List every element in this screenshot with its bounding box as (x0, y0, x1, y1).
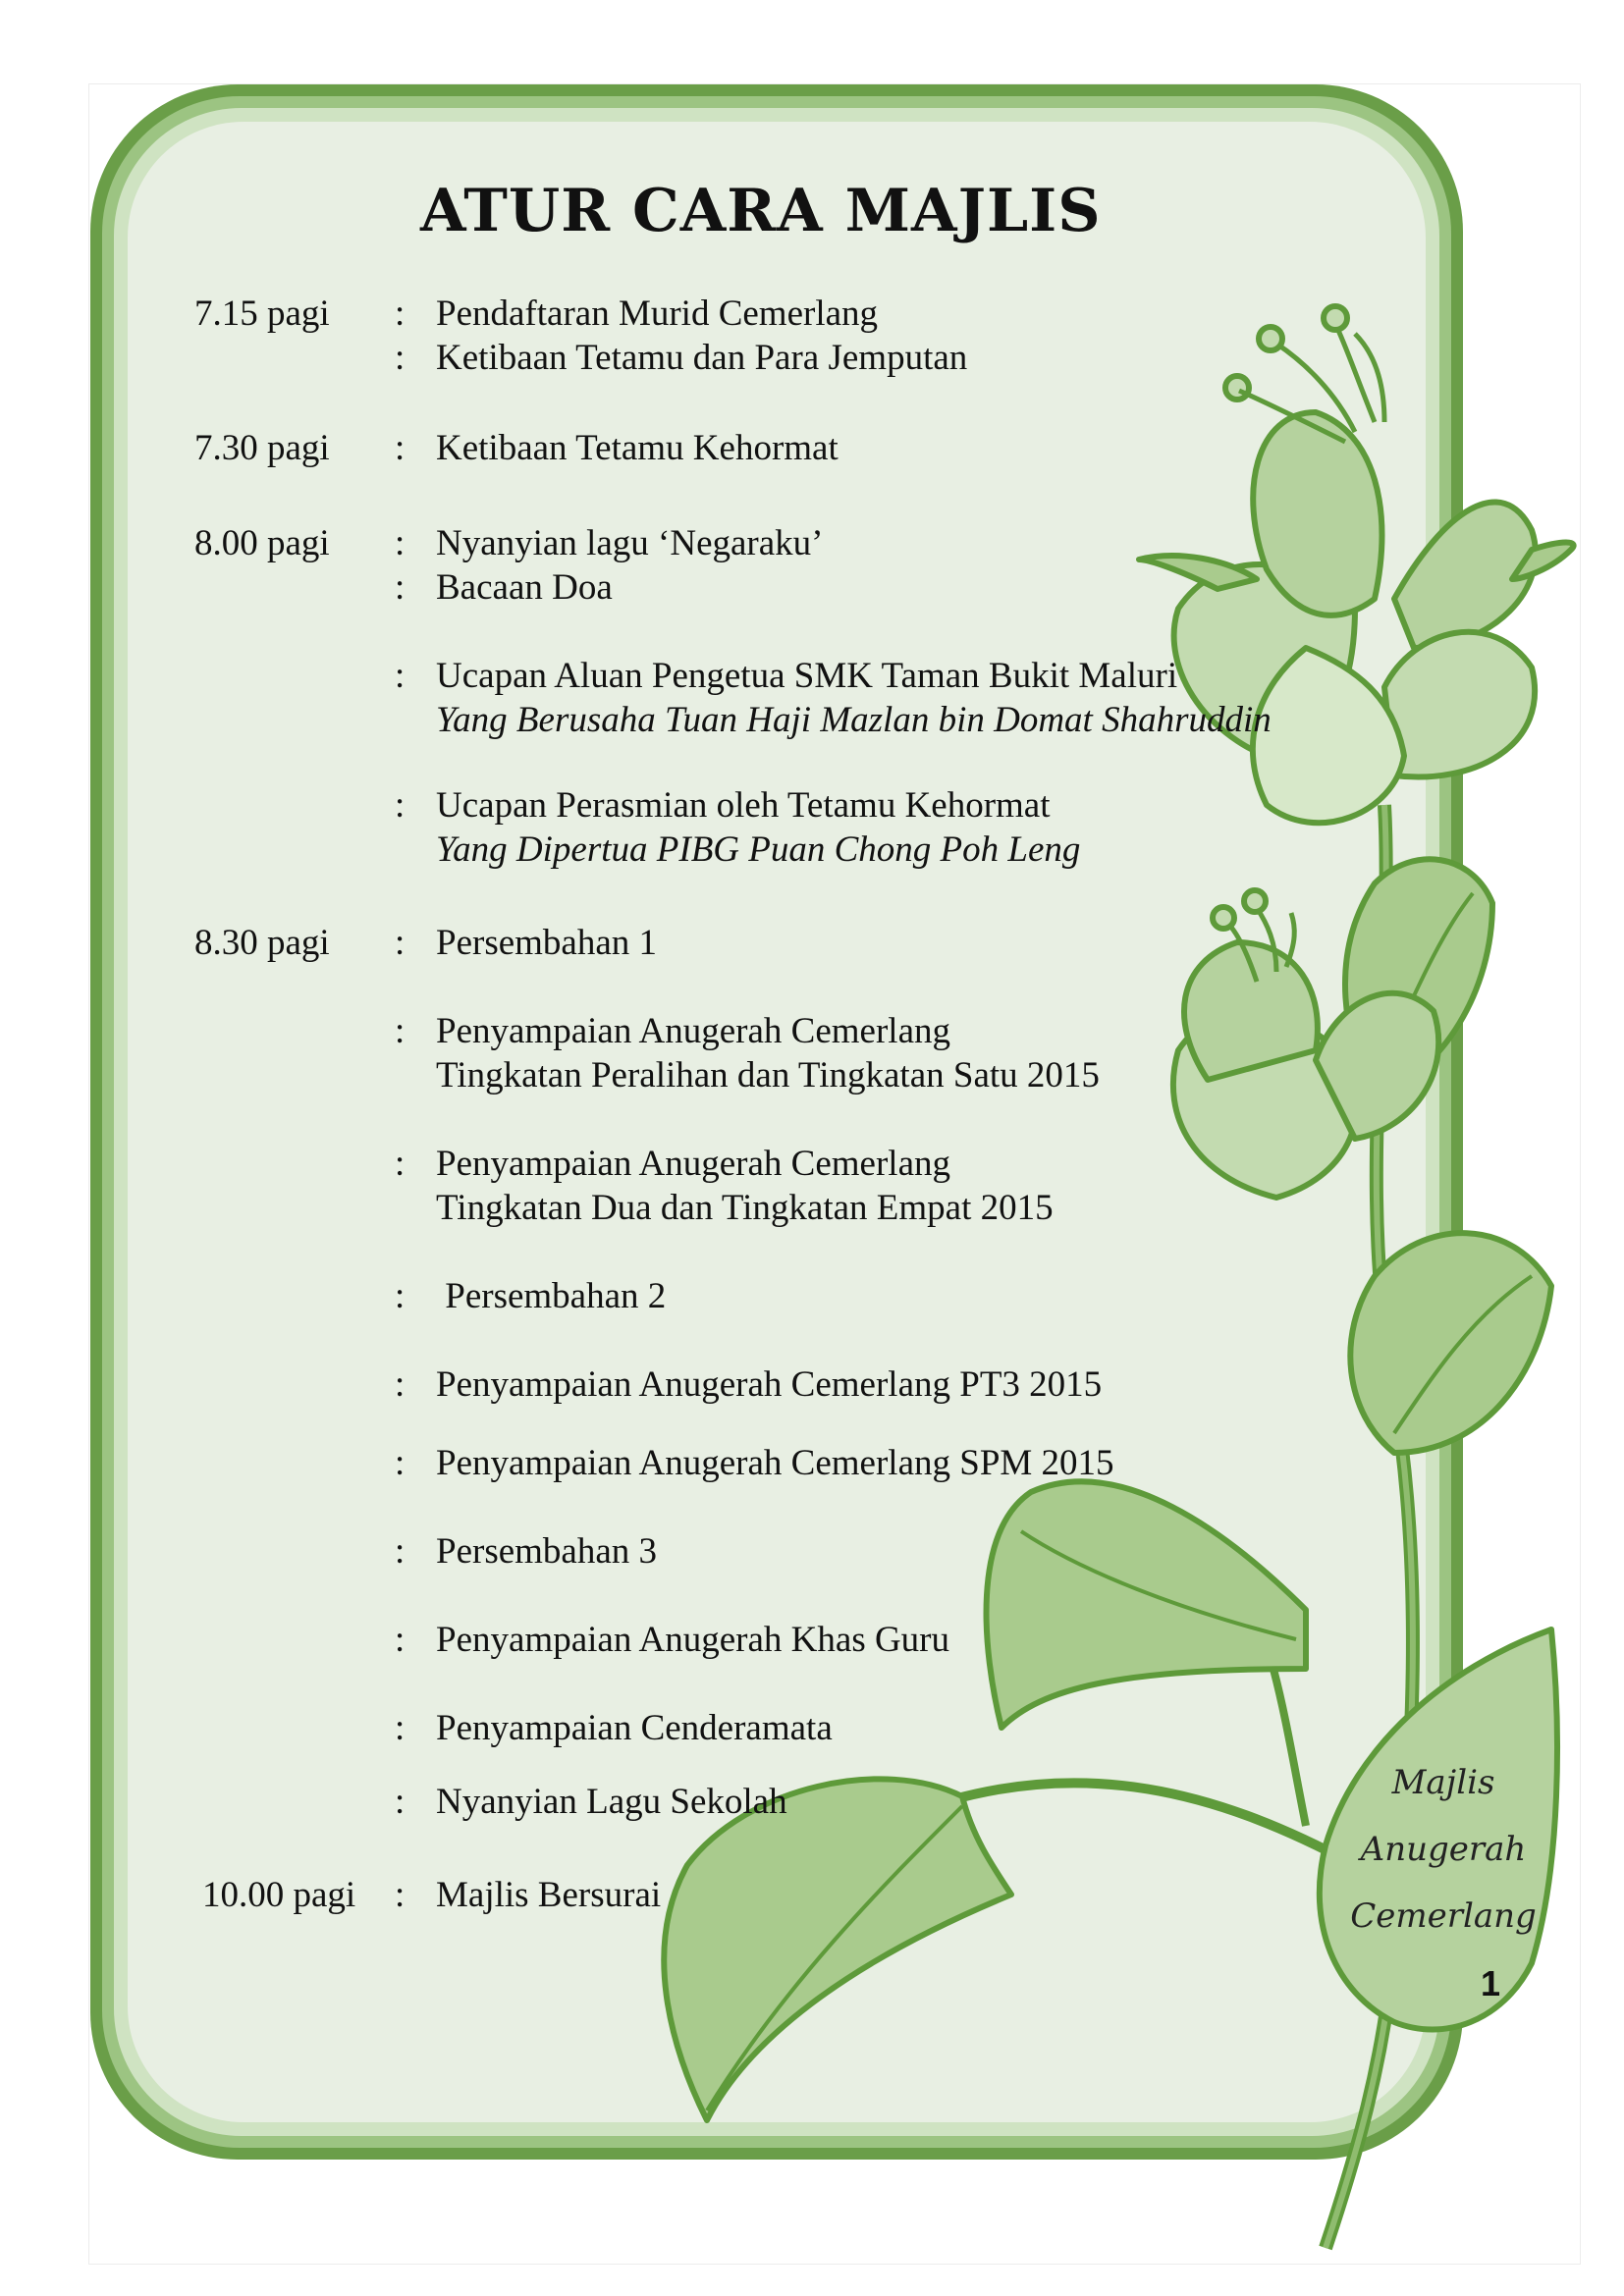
schedule-time: 10.00 pagi (202, 1875, 356, 1915)
schedule-text: Penyampaian Anugerah Cemerlang (436, 1144, 950, 1184)
schedule-text-italic: Yang Berusaha Tuan Haji Mazlan bin Domat Shahruddin (436, 700, 1272, 740)
schedule-colon: : (395, 294, 406, 334)
schedule-text: Pendaftaran Murid Cemerlang (436, 294, 879, 334)
schedule-colon: : (395, 338, 406, 378)
caption-line: Cemerlang (1350, 1896, 1537, 1936)
schedule-text-italic: Yang Dipertua PIBG Puan Chong Poh Leng (436, 829, 1081, 870)
schedule-text: Ketibaan Tetamu dan Para Jemputan (436, 338, 968, 378)
schedule-colon: : (395, 567, 406, 608)
schedule-colon: : (395, 785, 406, 826)
schedule-colon: : (395, 1531, 406, 1572)
schedule-text: Penyampaian Cenderamata (436, 1708, 833, 1748)
schedule-text: Ketibaan Tetamu Kehormat (436, 428, 839, 468)
schedule-text: Penyampaian Anugerah Cemerlang (436, 1011, 950, 1051)
schedule-colon: : (395, 1620, 406, 1660)
schedule-time: 8.30 pagi (194, 923, 330, 963)
schedule-colon: : (395, 523, 406, 563)
schedule-colon: : (395, 428, 406, 468)
schedule-text: Tingkatan Dua dan Tingkatan Empat 2015 (436, 1188, 1054, 1228)
schedule-text: Bacaan Doa (436, 567, 613, 608)
schedule-colon: : (395, 1276, 406, 1316)
schedule-time: 7.15 pagi (194, 294, 330, 334)
schedule-text: Ucapan Perasmian oleh Tetamu Kehormat (436, 785, 1051, 826)
schedule-colon: : (395, 1011, 406, 1051)
schedule-colon: : (395, 1875, 406, 1915)
caption-line: Majlis (1391, 1763, 1495, 1802)
event-caption (1345, 1749, 1542, 1949)
schedule-time: 7.30 pagi (194, 428, 330, 468)
schedule-text: Nyanyian Lagu Sekolah (436, 1782, 787, 1822)
schedule-text: Penyampaian Anugerah Cemerlang PT3 2015 (436, 1364, 1103, 1405)
schedule-text: Persembahan 3 (436, 1531, 658, 1572)
schedule-text: Tingkatan Peralihan dan Tingkatan Satu 2015 (436, 1055, 1100, 1095)
schedule-colon: : (395, 1364, 406, 1405)
schedule-text: Majlis Bersurai (436, 1875, 662, 1915)
schedule-text: Nyanyian lagu ‘Negaraku’ (436, 523, 824, 563)
schedule-colon: : (395, 1443, 406, 1483)
schedule-colon: : (395, 1782, 406, 1822)
schedule-text: Penyampaian Anugerah Cemerlang SPM 2015 (436, 1443, 1114, 1483)
schedule-time: 8.00 pagi (194, 523, 330, 563)
schedule-colon: : (395, 1144, 406, 1184)
page-number: 1 (1481, 1963, 1501, 2003)
caption-line: Anugerah (1360, 1830, 1527, 1869)
schedule-text: Penyampaian Anugerah Khas Guru (436, 1620, 950, 1660)
schedule-text: Persembahan 1 (436, 923, 658, 963)
schedule-text: Persembahan 2 (436, 1276, 667, 1316)
schedule-colon: : (395, 923, 406, 963)
schedule-colon: : (395, 656, 406, 696)
schedule-text: Ucapan Aluan Pengetua SMK Taman Bukit Maluri (436, 656, 1178, 696)
schedule-colon: : (395, 1708, 406, 1748)
page-title: ATUR CARA MAJLIS (420, 177, 1102, 245)
